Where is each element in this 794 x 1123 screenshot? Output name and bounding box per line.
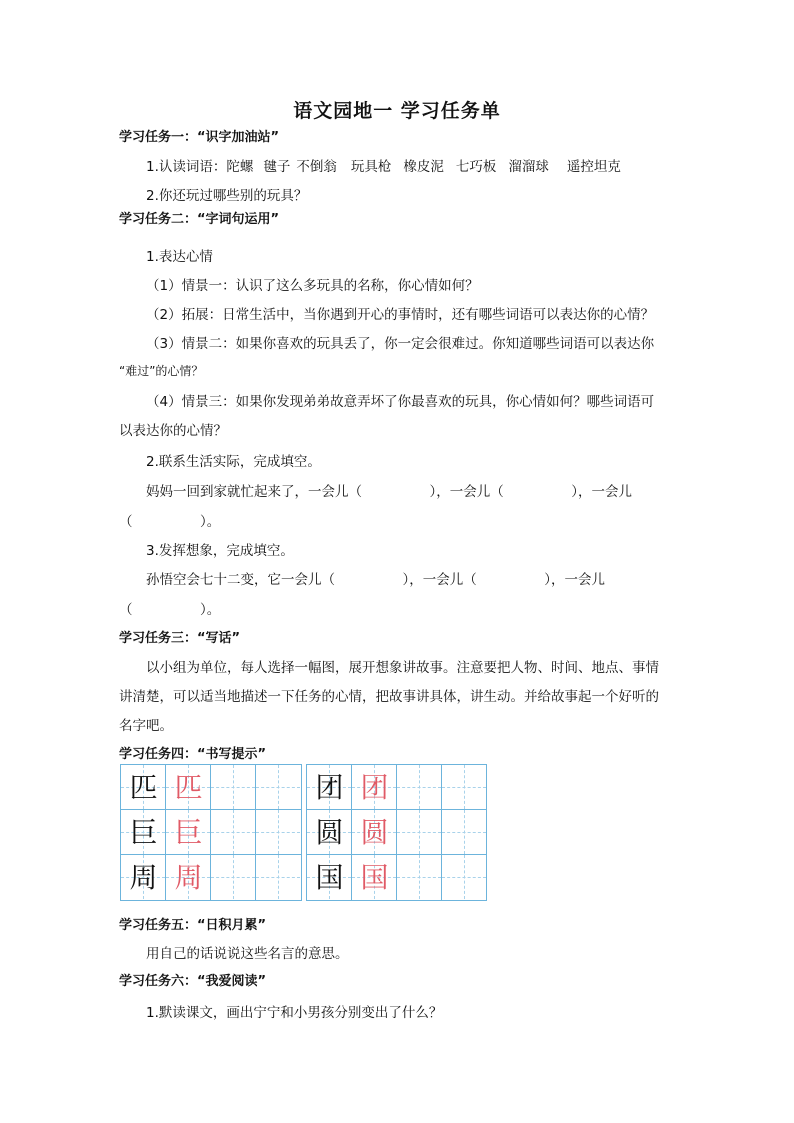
word: 溜溜球 xyxy=(508,159,549,175)
word: 遥控坦克 xyxy=(566,159,621,175)
task5-heading: 学习任务五：“日积月累” xyxy=(119,918,267,933)
task2-q1: （1）情景一：认识了这么多玩具的名称，你心情如何？ xyxy=(146,278,479,294)
task1-item1 xyxy=(146,155,621,175)
task2-heading: 学习任务二：“字词句运用” xyxy=(119,212,280,227)
model-char: 圆 xyxy=(315,816,344,849)
word: 不倒翁 xyxy=(296,159,337,175)
task4-heading: 学习任务四：“书写提示” xyxy=(119,747,267,762)
task2-fill2-line2: （ ）。 xyxy=(119,602,221,618)
trace-char: 团 xyxy=(360,771,389,804)
trace-char: 国 xyxy=(360,861,389,894)
task2-fill1-line2: （ ）。 xyxy=(119,514,221,530)
task3-para-line2: 讲清楚，可以适当地描述一下任务的心情，把故事讲具体，讲生动。并给故事起一个好听的 xyxy=(119,689,659,705)
task2-q3-line2: “难过”的心情？ xyxy=(119,364,204,378)
task3-para-line1: 以小组为单位，每人选择一幅图，展开想象讲故事。注意要把人物、时间、地点、事情 xyxy=(146,660,659,676)
task2-q4-line1: （4）情景三：如果你发现弟弟故意弄坏了你最喜欢的玩具，你心情如何？哪些词语可 xyxy=(146,394,655,410)
task2-fill1-line1: 妈妈一回到家就忙起来了，一会儿（ ），一会儿（ ），一会儿 xyxy=(146,484,632,500)
word: 毽子 xyxy=(263,159,291,175)
writing-grid-left xyxy=(120,764,302,901)
task1-heading: 学习任务一：“识字加油站” xyxy=(119,130,280,145)
task2-section2: 2.联系生活实际，完成填空。 xyxy=(146,454,321,470)
task6-item1: 1.默读课文，画出宁宁和小男孩分别变出了什么？ xyxy=(146,1005,443,1021)
task2-q4-line2: 以表达你的心情？ xyxy=(119,423,227,439)
trace-char: 圆 xyxy=(360,816,389,849)
task6-heading: 学习任务六：“我爱阅读” xyxy=(119,974,267,989)
task2-q3-line1: （3）情景二：如果你喜欢的玩具丢了，你一定会很难过。你知道哪些词语可以表达你 xyxy=(146,336,655,352)
task1-item2: 2.你还玩过哪些别的玩具？ xyxy=(146,188,308,204)
model-char: 巨 xyxy=(129,816,158,849)
model-char: 匹 xyxy=(129,771,158,804)
task2-section1: 1.表达心情 xyxy=(146,249,213,265)
trace-char: 周 xyxy=(174,861,203,894)
model-char: 团 xyxy=(315,771,344,804)
word: 七巧板 xyxy=(455,159,497,175)
task2-fill2-line1: 孙悟空会七十二变，它一会儿（ ），一会儿（ ），一会儿 xyxy=(146,572,605,588)
task2-section3: 3.发挥想象，完成填空。 xyxy=(146,543,294,559)
task1-item1-prefix: 1.认读词语： xyxy=(146,159,227,175)
task3-para-line3: 名字吧。 xyxy=(119,718,173,734)
page-title: 语文园地一 学习任务单 xyxy=(293,100,501,122)
word: 陀螺 xyxy=(226,159,254,175)
word: 玩具枪 xyxy=(350,159,392,175)
model-char: 国 xyxy=(315,861,344,894)
word: 橡皮泥 xyxy=(403,159,444,175)
trace-char: 匹 xyxy=(174,771,203,804)
task5-para: 用自己的话说说这些名言的意思。 xyxy=(146,946,349,962)
task2-q2: （2）拓展：日常生活中，当你遇到开心的事情时，还有哪些词语可以表达你的心情？ xyxy=(146,307,655,323)
task3-heading: 学习任务三：“写话” xyxy=(119,631,241,646)
writing-grid-right xyxy=(306,764,487,901)
model-char: 周 xyxy=(129,861,158,894)
trace-char: 巨 xyxy=(174,816,203,849)
